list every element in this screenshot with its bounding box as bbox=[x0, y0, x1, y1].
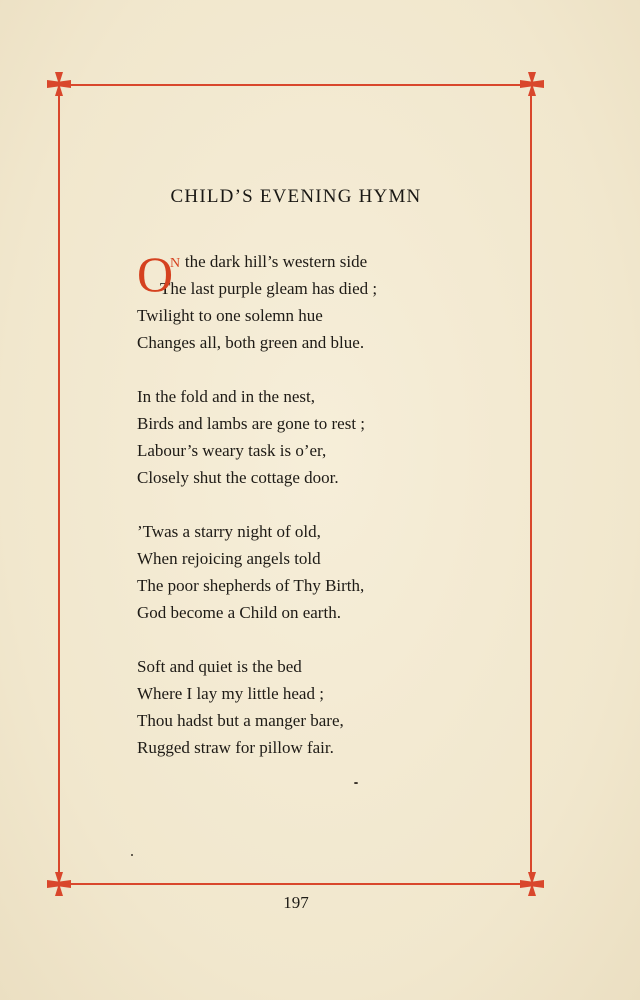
poem-line: Where I lay my little head ; bbox=[137, 684, 324, 703]
poem-line: In the fold and in the nest, bbox=[137, 387, 315, 406]
poem-line: Rugged straw for pillow fair. bbox=[137, 738, 334, 757]
first-line-text: the dark hill’s western side bbox=[180, 252, 368, 271]
frame-left-rule bbox=[58, 94, 60, 874]
stanza-2 bbox=[137, 383, 517, 491]
paper-speck bbox=[131, 854, 133, 856]
frame-right-rule bbox=[530, 94, 532, 874]
poem-line: Thou hadst but a manger bare, bbox=[137, 711, 344, 730]
stanza-1 bbox=[137, 248, 517, 356]
frame-bottom-rule bbox=[60, 883, 532, 885]
poem-line: When rejoicing angels told bbox=[137, 549, 321, 568]
poem-body bbox=[137, 248, 517, 788]
poem-line: Closely shut the cottage door. bbox=[137, 468, 339, 487]
poem-line: Birds and lambs are gone to rest ; bbox=[137, 414, 366, 433]
poem-line: Changes all, both green and blue. bbox=[137, 333, 365, 352]
page-number: 197 bbox=[283, 893, 309, 912]
stanza-4 bbox=[137, 653, 517, 761]
poem-line: The last purple gleam has died ; bbox=[160, 279, 378, 298]
cross-pattee-icon bbox=[519, 71, 545, 97]
poem-line: Soft and quiet is the bed bbox=[137, 657, 302, 676]
poem-line: ’Twas a starry night of old, bbox=[137, 522, 321, 541]
cross-pattee-icon bbox=[46, 71, 72, 97]
poem-line: The poor shepherds of Thy Birth, bbox=[137, 576, 365, 595]
stanza-3 bbox=[137, 518, 517, 626]
drop-cap-initial: O bbox=[137, 246, 174, 302]
poem-title: CHILD’S EVENING HYMN bbox=[170, 186, 422, 207]
poem-line: Labour’s weary task is o’er, bbox=[137, 441, 327, 460]
paper-speck bbox=[354, 782, 358, 784]
poem-line: God become a Child on earth. bbox=[137, 603, 341, 622]
frame-top-rule bbox=[60, 84, 532, 86]
poem-line: Twilight to one solemn hue bbox=[137, 306, 323, 325]
first-line-smallcap: N bbox=[170, 256, 181, 271]
